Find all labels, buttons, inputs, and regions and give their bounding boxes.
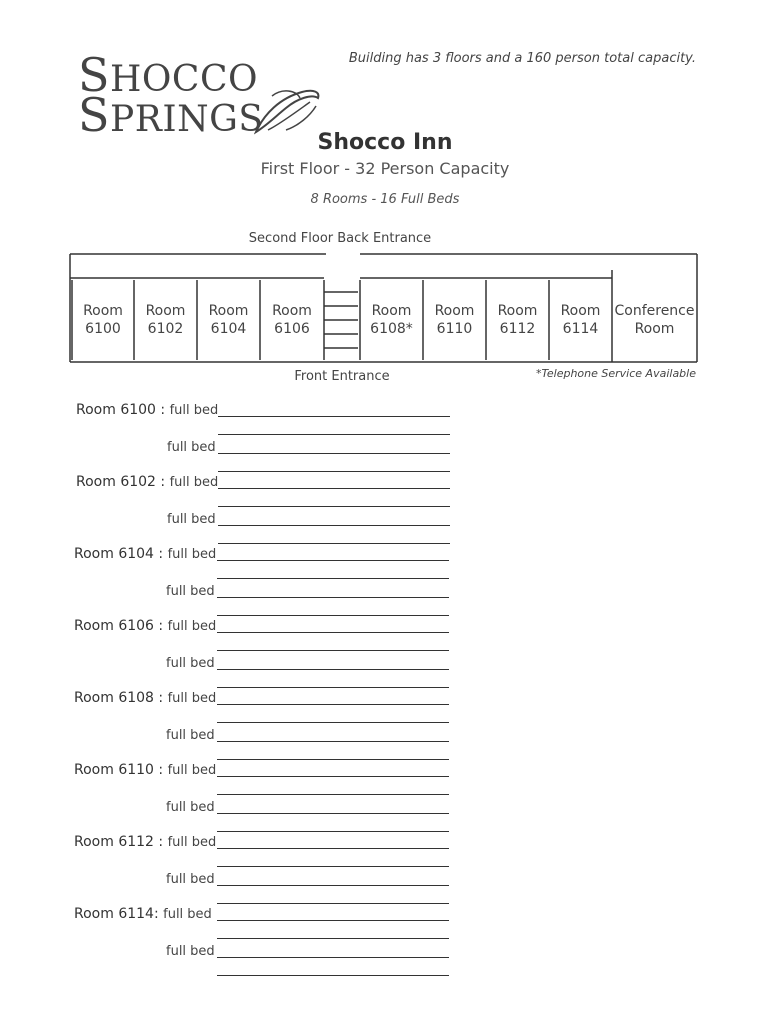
room-6108-box — [360, 302, 423, 338]
room-label-line: Room — [208, 303, 249, 319]
bed-name-line[interactable] — [218, 416, 450, 417]
full-bed-label: full bed — [167, 619, 217, 634]
room-6102-box — [134, 302, 197, 338]
room-6110-heading — [74, 762, 216, 778]
leaf-logo-icon — [252, 84, 324, 136]
room-number: 6104 — [210, 321, 247, 337]
room-number: 6114 — [562, 321, 599, 337]
room-label-line: Room — [434, 303, 475, 319]
page-title: Shocco Inn — [317, 130, 453, 155]
logo-word: HOCCO — [110, 59, 259, 100]
bed-name-line[interactable] — [217, 866, 449, 867]
bed-name-line[interactable] — [218, 488, 450, 489]
bed-name-line[interactable] — [217, 776, 449, 777]
bed-name-line[interactable] — [217, 560, 449, 561]
room-label: Room 6112 : — [74, 834, 164, 850]
bed-name-line[interactable] — [217, 722, 449, 723]
logo-word: PRINGS — [110, 99, 264, 140]
bed-name-line[interactable] — [217, 669, 449, 670]
bed-name-line[interactable] — [217, 903, 449, 904]
room-6112-box — [486, 302, 549, 338]
room-6100-box — [72, 302, 134, 338]
bed-name-line[interactable] — [218, 434, 450, 435]
building-capacity-note: Building has 3 floors and a 160 person total capacity. — [348, 51, 696, 66]
room-number: 6108* — [370, 321, 413, 337]
bed-name-line[interactable] — [217, 957, 449, 958]
room-label-line: Room — [560, 303, 601, 319]
room-number: 6102 — [147, 321, 184, 337]
bed-name-line[interactable] — [217, 741, 449, 742]
room-number: 6110 — [436, 321, 473, 337]
bed-name-line[interactable] — [217, 687, 449, 688]
full-bed-label: full bed — [167, 547, 217, 562]
full-bed-label: full bed — [167, 763, 217, 778]
full-bed-label: full bed — [167, 512, 216, 527]
full-bed-label: full bed — [167, 691, 217, 706]
room-label: Room 6114: — [74, 906, 159, 922]
room-number: 6100 — [85, 321, 121, 337]
full-bed-label: full bed — [166, 728, 215, 743]
room-6114-heading — [74, 906, 212, 922]
room-label: Room 6106 : — [74, 618, 164, 634]
back-entrance-label: Second Floor Back Entrance — [248, 231, 432, 246]
full-bed-label: full bed — [166, 872, 215, 887]
bed-name-line[interactable] — [217, 920, 449, 921]
room-label-line: Room — [371, 303, 412, 319]
full-bed-label: full bed — [166, 800, 215, 815]
logo-initial: S — [78, 48, 111, 102]
room-6100-heading — [76, 402, 218, 418]
telephone-service-note: *Telephone Service Available — [536, 367, 696, 380]
page-subtitle: First Floor - 32 Person Capacity — [260, 159, 510, 178]
bed-name-line[interactable] — [217, 704, 449, 705]
full-bed-label: full bed — [163, 907, 212, 922]
room-label: Room 6110 : — [74, 762, 164, 778]
bed-name-line[interactable] — [218, 506, 450, 507]
room-label-line: Room — [272, 303, 312, 319]
bed-name-line[interactable] — [217, 578, 449, 579]
full-bed-label: full bed — [169, 403, 219, 418]
bed-name-line[interactable] — [217, 885, 449, 886]
bed-name-line[interactable] — [218, 453, 450, 454]
room-number: 6112 — [499, 321, 536, 337]
room-6104-box — [197, 302, 260, 338]
bed-name-line[interactable] — [218, 471, 450, 472]
room-6112-heading — [74, 834, 216, 850]
full-bed-label: full bed — [169, 475, 219, 490]
bed-name-line[interactable] — [217, 938, 449, 939]
bed-name-line[interactable] — [217, 615, 449, 616]
full-bed-label: full bed — [166, 944, 215, 959]
bed-name-line[interactable] — [217, 794, 449, 795]
room-label-line: Conference — [614, 303, 695, 319]
room-6108-heading — [74, 690, 216, 706]
room-label-line: Room — [145, 303, 186, 319]
bed-name-line[interactable] — [217, 975, 449, 976]
conference-room-box — [612, 302, 697, 338]
room-label-line: Room — [634, 321, 675, 337]
full-bed-label: full bed — [167, 440, 216, 455]
bed-name-line[interactable] — [217, 650, 449, 651]
full-bed-label: full bed — [166, 584, 215, 599]
rooms-beds-summary: 8 Rooms - 16 Full Beds — [310, 192, 460, 207]
full-bed-label: full bed — [166, 656, 215, 671]
bed-name-line[interactable] — [217, 848, 449, 849]
room-label-line: Room — [497, 303, 538, 319]
room-label: Room 6102 : — [76, 474, 166, 490]
room-label: Room 6100 : — [76, 402, 166, 418]
room-6102-heading — [76, 474, 218, 490]
full-bed-label: full bed — [167, 835, 217, 850]
logo-initial: S — [78, 88, 111, 142]
bed-name-line[interactable] — [217, 597, 449, 598]
bed-name-line[interactable] — [217, 632, 449, 633]
room-number: 6106 — [274, 321, 310, 337]
bed-name-line[interactable] — [217, 831, 449, 832]
room-6106-heading — [74, 618, 216, 634]
room-6104-heading — [74, 546, 216, 562]
room-6106-box — [260, 302, 324, 338]
room-6114-box — [549, 302, 612, 338]
room-label-line: Room — [83, 303, 123, 319]
bed-name-line[interactable] — [217, 759, 449, 760]
bed-name-line[interactable] — [218, 543, 450, 544]
room-6110-box — [423, 302, 486, 338]
front-entrance-label: Front Entrance — [294, 369, 390, 384]
bed-name-line[interactable] — [217, 813, 449, 814]
room-label: Room 6104 : — [74, 546, 164, 562]
room-label: Room 6108 : — [74, 690, 164, 706]
bed-name-line[interactable] — [218, 525, 450, 526]
